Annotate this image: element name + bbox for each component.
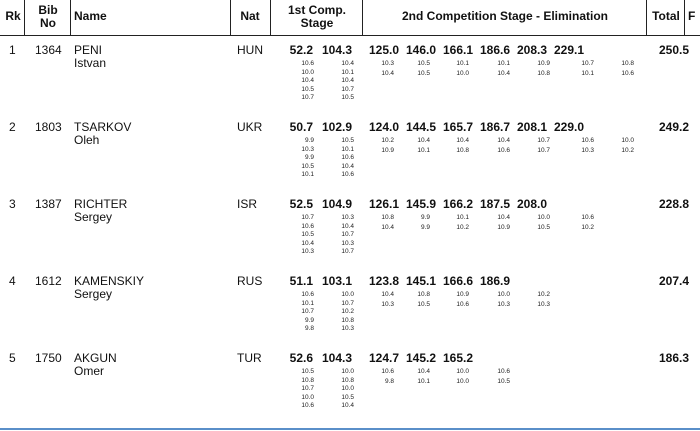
shot-score: 10.6 — [381, 368, 394, 375]
stage1-series-score: 52.6 — [289, 351, 313, 365]
elimination-score: 123.8 — [368, 274, 399, 288]
shot-score: 10.3 — [341, 214, 354, 221]
shot-score: 10.3 — [341, 239, 354, 247]
shot-score: 10.0 — [301, 393, 314, 401]
shot-score: 10.6 — [301, 291, 314, 298]
athlete-last-name: RICHTER — [74, 197, 128, 211]
shot-score: 10.5 — [341, 137, 354, 144]
shot-score: 9.9 — [420, 214, 430, 221]
elimination-score: 124.7 — [368, 351, 399, 365]
header-stage2: 2nd Competition Stage - Elimination — [401, 9, 608, 23]
elimination-score: 145.2 — [405, 351, 436, 365]
athlete-last-name: KAMENSKIY — [74, 274, 145, 288]
shot-score: 9.8 — [384, 378, 394, 385]
athlete-row — [0, 198, 700, 274]
shot-score: 10.5 — [417, 60, 430, 67]
rank: 4 — [9, 274, 16, 288]
elimination-score: 208.3 — [516, 43, 547, 57]
athlete-last-name: AKGUN — [74, 351, 117, 365]
shot-score: 10.7 — [301, 94, 314, 102]
header-total: Total — [652, 9, 680, 23]
shot-score: 10.6 — [301, 222, 314, 230]
elimination-score: 165.2 — [442, 351, 473, 365]
shot-score: 10.1 — [417, 147, 430, 154]
athlete-last-name: PENI — [74, 43, 103, 57]
rank: 3 — [9, 197, 16, 211]
nation-code: ISR — [237, 197, 258, 211]
shot-score: 10.5 — [341, 393, 354, 401]
shot-score: 10.3 — [301, 145, 314, 153]
shot-score: 10.4 — [301, 77, 314, 85]
shot-score: 10.8 — [417, 291, 430, 298]
elimination-score: 124.0 — [368, 120, 399, 134]
shot-score: 10.5 — [537, 224, 550, 231]
shot-score: 10.9 — [497, 224, 510, 231]
shot-score: 9.9 — [420, 224, 430, 231]
elimination-score: 145.9 — [405, 197, 436, 211]
elimination-score: 229.0 — [553, 120, 584, 134]
athlete-row — [0, 352, 700, 428]
elimination-score: 208.0 — [516, 197, 547, 211]
shot-score: 10.4 — [341, 77, 354, 85]
stage1-series-score: 104.3 — [321, 351, 352, 365]
shot-score: 10.1 — [581, 70, 594, 77]
stage1-series-score: 51.1 — [289, 274, 313, 288]
shot-score: 10.4 — [456, 137, 469, 144]
shot-score: 10.3 — [301, 248, 314, 256]
shot-score: 10.5 — [341, 94, 354, 102]
total-score: 186.3 — [658, 351, 689, 365]
shot-score: 9.8 — [304, 325, 314, 333]
elimination-score: 186.9 — [479, 274, 510, 288]
shot-score: 10.5 — [497, 378, 510, 385]
shot-score: 10.2 — [537, 291, 550, 298]
elimination-score: 144.5 — [405, 120, 436, 134]
shot-score: 10.1 — [456, 60, 469, 67]
shot-score: 10.0 — [341, 368, 354, 375]
rank: 2 — [9, 120, 16, 134]
athlete-row — [0, 275, 700, 351]
stage1-series-score: 102.9 — [321, 120, 352, 134]
elimination-score: 186.7 — [479, 120, 510, 134]
shot-score: 10.5 — [301, 162, 314, 170]
shot-score: 10.8 — [341, 376, 354, 384]
shot-score: 10.7 — [341, 231, 354, 239]
athlete-first-name: Istvan — [74, 56, 107, 70]
shot-score: 10.8 — [537, 70, 550, 77]
shot-score: 10.7 — [301, 385, 314, 393]
shot-score: 10.7 — [537, 137, 550, 144]
header-stage1-line1: 1st Comp. — [287, 3, 346, 17]
shot-score: 10.3 — [381, 60, 394, 67]
stage1-series-score: 52.5 — [289, 197, 313, 211]
shot-score: 9.9 — [304, 154, 314, 162]
shot-score: 10.4 — [341, 162, 354, 170]
shot-score: 10.0 — [456, 70, 469, 77]
bib-number: 1364 — [35, 43, 62, 57]
nation-code: UKR — [237, 120, 263, 134]
shot-score: 10.3 — [497, 301, 510, 308]
header-rk: Rk — [5, 9, 21, 23]
shot-score: 10.0 — [621, 137, 634, 144]
shot-score: 10.3 — [381, 301, 394, 308]
shot-score: 10.6 — [341, 171, 354, 179]
shot-score: 10.1 — [497, 60, 510, 67]
shot-score: 10.5 — [301, 368, 314, 375]
elimination-score: 166.1 — [442, 43, 473, 57]
header-bib-line2: No — [40, 16, 56, 30]
shot-score: 10.1 — [301, 171, 314, 179]
shot-score: 10.7 — [301, 214, 314, 221]
shot-score: 10.5 — [301, 85, 314, 93]
elimination-score: 146.0 — [405, 43, 436, 57]
shot-score: 10.5 — [301, 231, 314, 239]
shot-score: 10.7 — [341, 299, 354, 307]
shot-score: 10.5 — [417, 301, 430, 308]
stage1-series-score: 104.9 — [321, 197, 352, 211]
header-bib-line1: Bib — [38, 3, 58, 17]
shot-score: 10.4 — [497, 137, 510, 144]
bottom-border — [0, 428, 700, 430]
bib-number: 1803 — [35, 120, 62, 134]
shot-score: 10.6 — [456, 301, 469, 308]
total-score: 228.8 — [658, 197, 689, 211]
total-score: 250.5 — [658, 43, 689, 57]
shot-score: 10.0 — [456, 368, 469, 375]
shot-score: 10.1 — [456, 214, 469, 221]
shot-score: 10.5 — [417, 70, 430, 77]
shot-score: 10.2 — [581, 224, 594, 231]
shot-score: 10.9 — [381, 147, 394, 154]
elimination-score: 165.7 — [442, 120, 473, 134]
shot-score: 10.1 — [341, 145, 354, 153]
shot-score: 10.7 — [301, 308, 314, 316]
athlete-row — [0, 121, 700, 197]
rank: 1 — [9, 43, 16, 57]
shot-score: 10.6 — [497, 147, 510, 154]
shot-score: 10.2 — [456, 224, 469, 231]
shot-score: 10.4 — [341, 60, 354, 67]
shot-score: 10.6 — [581, 214, 594, 221]
shot-score: 10.4 — [497, 70, 510, 77]
shot-score: 10.1 — [301, 299, 314, 307]
shot-score: 10.9 — [456, 291, 469, 298]
rank: 5 — [9, 351, 16, 365]
shot-score: 10.8 — [456, 147, 469, 154]
shot-score: 10.2 — [621, 147, 634, 154]
elimination-score: 166.2 — [442, 197, 473, 211]
shot-score: 10.6 — [301, 402, 314, 410]
header-bib — [26, 4, 70, 30]
elimination-score: 125.0 — [368, 43, 399, 57]
shot-score: 10.8 — [381, 214, 394, 221]
shot-score: 10.8 — [621, 60, 634, 67]
stage1-series-score: 104.3 — [321, 43, 352, 57]
shot-score: 10.4 — [381, 70, 394, 77]
shot-score: 10.4 — [497, 214, 510, 221]
shot-score: 10.2 — [381, 137, 394, 144]
shot-score: 10.4 — [341, 222, 354, 230]
elimination-score: 166.6 — [442, 274, 473, 288]
athlete-first-name: Sergey — [74, 287, 113, 301]
shot-score: 10.3 — [341, 325, 354, 333]
elimination-score: 187.5 — [479, 197, 510, 211]
bib-number: 1387 — [35, 197, 62, 211]
shot-score: 10.3 — [537, 301, 550, 308]
results-table-header — [0, 0, 700, 36]
shot-score: 10.4 — [341, 402, 354, 410]
shot-score: 10.4 — [417, 137, 430, 144]
shot-score: 10.0 — [341, 291, 354, 298]
shot-score: 10.6 — [581, 137, 594, 144]
shot-score: 10.6 — [497, 368, 510, 375]
nation-code: RUS — [237, 274, 263, 288]
shot-score: 10.0 — [301, 68, 314, 76]
shot-score: 10.7 — [581, 60, 594, 67]
shot-score: 9.9 — [304, 137, 314, 144]
elimination-score: 126.1 — [368, 197, 399, 211]
shot-score: 10.8 — [341, 316, 354, 324]
shot-score: 10.4 — [381, 291, 394, 298]
header-nat: Nat — [240, 9, 260, 23]
total-score: 207.4 — [658, 274, 689, 288]
athlete-row — [0, 44, 700, 120]
stage1-series-score: 52.2 — [289, 43, 313, 57]
athlete-first-name: Sergey — [74, 210, 113, 224]
shot-score: 10.8 — [301, 376, 314, 384]
elimination-score: 208.1 — [516, 120, 547, 134]
stage1-series-score: 103.1 — [321, 274, 352, 288]
shot-score: 10.1 — [417, 378, 430, 385]
athlete-first-name: Oleh — [74, 133, 100, 147]
bib-number: 1750 — [35, 351, 62, 365]
shot-score: 10.6 — [301, 60, 314, 67]
shot-score: 10.0 — [341, 385, 354, 393]
header-stage1-line2: Stage — [300, 16, 334, 30]
shot-score: 10.0 — [497, 291, 510, 298]
total-score: 249.2 — [658, 120, 689, 134]
shot-score: 9.9 — [304, 316, 314, 324]
shot-score: 10.4 — [381, 224, 394, 231]
shot-score: 10.6 — [621, 70, 634, 77]
shot-score: 10.6 — [341, 154, 354, 162]
elimination-score: 145.1 — [405, 274, 436, 288]
shot-score: 10.4 — [301, 239, 314, 247]
nation-code: TUR — [237, 351, 262, 365]
shot-score: 10.2 — [341, 308, 354, 316]
elimination-score: 229.1 — [553, 43, 584, 57]
bib-number: 1612 — [35, 274, 62, 288]
shot-score: 10.7 — [341, 85, 354, 93]
shot-score: 10.7 — [341, 248, 354, 256]
header-last: F — [688, 9, 696, 23]
shot-score: 10.0 — [456, 378, 469, 385]
shot-score: 10.3 — [581, 147, 594, 154]
athlete-last-name: TSARKOV — [74, 120, 132, 134]
athlete-first-name: Omer — [74, 364, 104, 378]
header-name: Name — [74, 9, 107, 23]
elimination-score: 186.6 — [479, 43, 510, 57]
shot-score: 10.4 — [417, 368, 430, 375]
stage1-series-score: 50.7 — [289, 120, 313, 134]
nation-code: HUN — [237, 43, 263, 57]
shot-score: 10.1 — [341, 68, 354, 76]
shot-score: 10.0 — [537, 214, 550, 221]
shot-score: 10.7 — [537, 147, 550, 154]
shot-score: 10.9 — [537, 60, 550, 67]
header-stage1 — [272, 4, 362, 30]
